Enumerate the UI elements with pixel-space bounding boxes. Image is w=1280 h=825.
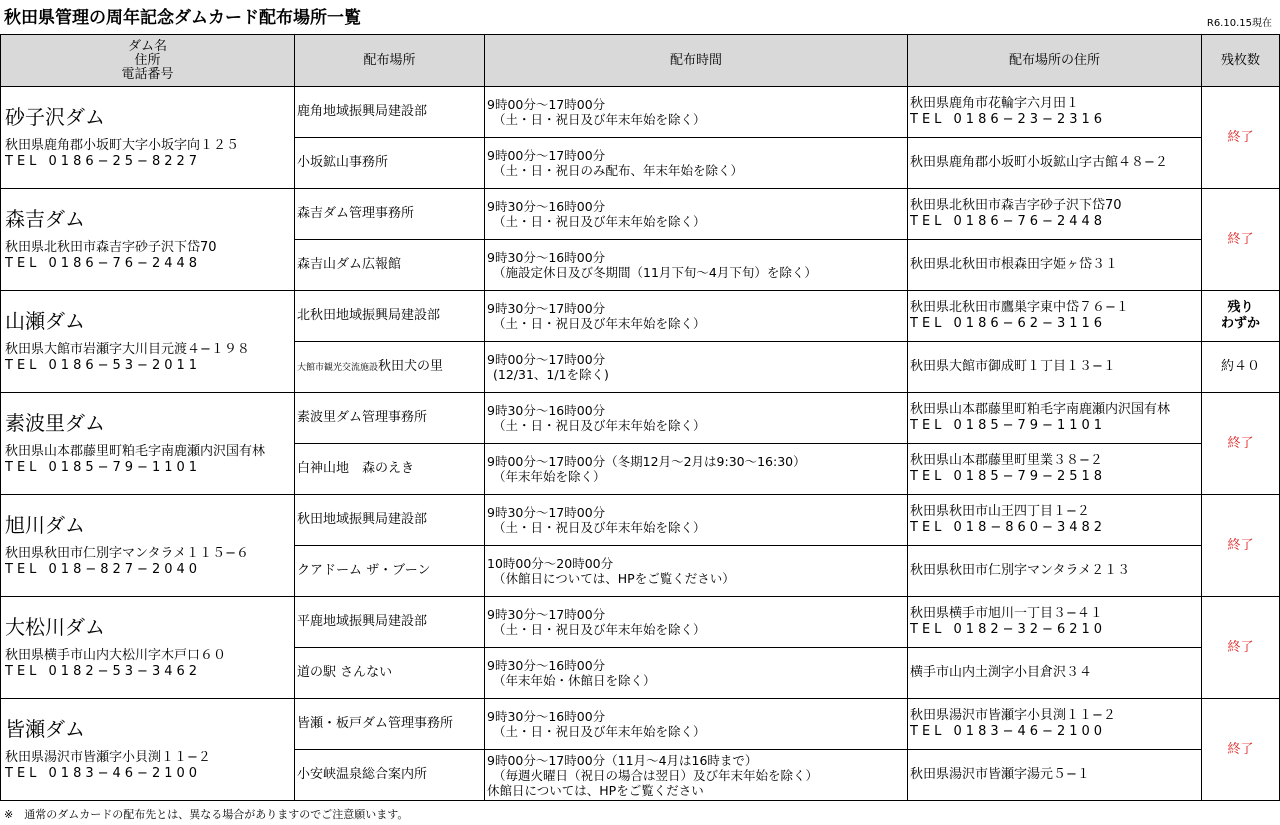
place-name: 素波里ダム管理事務所 — [297, 410, 428, 425]
time-note: （土・日・祝日及び年末年始を除く） — [493, 214, 706, 229]
place-cell — [295, 291, 485, 342]
address-cell — [908, 750, 1202, 801]
place-cell — [295, 546, 485, 597]
time-note: （土・日・祝日及び年末年始を除く） — [493, 622, 706, 637]
place-tel: TEL 0186−62−3116 — [910, 316, 1107, 331]
place-cell — [295, 138, 485, 189]
remain-cell: 約４０ — [1202, 342, 1280, 393]
place-address: 秋田県北秋田市森吉字砂子沢下岱70 — [910, 198, 1122, 213]
dam-cell — [1, 597, 295, 699]
time-cell — [485, 495, 908, 546]
place-tel: TEL 0185−79−1101 — [910, 418, 1107, 433]
dam-address: 秋田県横手市山内大松川字木戸口６０ — [5, 647, 227, 663]
time-note: （土・日・祝日及び年末年始を除く） — [493, 316, 706, 331]
place-tel: TEL 018−860−3482 — [910, 520, 1107, 535]
table-row — [1, 393, 1280, 444]
dam-name: 旭川ダム — [5, 512, 85, 537]
time-main: 9時30分～17時00分 — [487, 301, 606, 316]
dam-tel: TEL 018−827−2040 — [5, 561, 202, 577]
dam-address: 秋田県鹿角郡小坂町大字小坂字向１２５ — [5, 137, 240, 153]
time-main: 9時30分～16時00分 — [487, 250, 606, 265]
time-note-2: 休館日については、HPをご覧ください — [487, 782, 704, 798]
place-address: 秋田県北秋田市根森田字姫ヶ岱３１ — [910, 257, 1119, 272]
address-cell — [908, 291, 1202, 342]
page-title: 秋田県管理の周年記念ダムカード配布場所一覧 — [4, 8, 361, 28]
address-cell — [908, 495, 1202, 546]
time-main: 9時30分～16時00分 — [487, 658, 606, 673]
remain-cell: 終了 — [1202, 597, 1280, 699]
dam-cell — [1, 393, 295, 495]
time-note: （土・日・祝日及び年末年始を除く） — [493, 112, 706, 127]
dam-tel: TEL 0185−79−1101 — [5, 459, 202, 475]
header-dam: ダム名 住所 電話番号 — [1, 35, 295, 87]
dam-tel: TEL 0186−76−2448 — [5, 255, 202, 271]
dam-tel: TEL 0186−25−8227 — [5, 153, 202, 169]
time-cell — [485, 546, 908, 597]
place-address: 秋田県秋田市仁別字マンタラメ２１３ — [910, 563, 1131, 578]
time-main: 9時00分～17時00分 — [487, 352, 606, 367]
dam-name: 砂子沢ダム — [5, 104, 105, 129]
time-cell — [485, 444, 908, 495]
place-tel: TEL 0186−23−2316 — [910, 112, 1107, 127]
dam-address: 秋田県山本郡藤里町粕毛字南鹿瀬内沢国有林 — [5, 443, 266, 459]
as-of-date: R6.10.15現在 — [1206, 18, 1272, 29]
place-cell — [295, 393, 485, 444]
place-address: 秋田県秋田市山王四丁目１−２ — [910, 504, 1090, 519]
place-name: 平鹿地域振興局建設部 — [297, 614, 428, 629]
time-cell — [485, 240, 908, 291]
place-cell — [295, 189, 485, 240]
dam-address: 秋田県北秋田市森吉字砂子沢下岱70 — [5, 239, 217, 255]
time-cell — [485, 138, 908, 189]
remain-cell: 終了 — [1202, 87, 1280, 189]
dam-name: 皆瀬ダム — [5, 716, 85, 741]
address-cell — [908, 648, 1202, 699]
table-row — [1, 291, 1280, 342]
dam-name: 素波里ダム — [5, 410, 105, 435]
place-name: 森吉山ダム広報館 — [297, 257, 402, 272]
place-address: 秋田県鹿角郡小坂町小坂鉱山字古館４８−２ — [910, 155, 1168, 170]
place-tel: TEL 0186−76−2448 — [910, 214, 1107, 229]
place-name: 森吉ダム管理事務所 — [297, 206, 415, 221]
footnote: ※ 通常のダムカードの配布先とは、異なる場合がありますのでご注意願います。 — [4, 808, 409, 821]
dam-tel: TEL 0182−53−3462 — [5, 663, 202, 679]
time-cell — [485, 393, 908, 444]
place-name: 北秋田地域振興局建設部 — [297, 308, 441, 323]
place-name: 白神山地 森のえき — [297, 461, 415, 476]
place-address: 秋田県湯沢市皆瀬字湯元５−１ — [910, 767, 1090, 782]
time-cell — [485, 291, 908, 342]
place-cell — [295, 87, 485, 138]
place-cell — [295, 750, 485, 801]
time-cell — [485, 189, 908, 240]
place-name: 鹿角地域振興局建設部 — [297, 104, 428, 119]
address-cell — [908, 597, 1202, 648]
time-main: 9時00分～17時00分（11月～4月は16時まで） — [487, 752, 758, 768]
place-tel: TEL 0185−79−2518 — [910, 469, 1107, 484]
place-address: 秋田県鹿角市花輪字六月田１ — [910, 96, 1080, 111]
place-name: 道の駅 さんない — [297, 665, 393, 680]
header-time: 配布時間 — [485, 35, 908, 87]
dam-name: 森吉ダム — [5, 206, 85, 231]
header-remain: 残枚数 — [1202, 35, 1280, 87]
address-cell — [908, 546, 1202, 597]
time-note: （毎週火曜日（祝日の場合は翌日）及び年末年始を除く） — [493, 767, 819, 783]
dam-cell — [1, 291, 295, 393]
time-note: （土・日・祝日及び年末年始を除く） — [493, 418, 706, 433]
time-note: （施設定休日及び冬期間（11月下旬～4月下旬）を除く） — [493, 265, 817, 280]
address-cell — [908, 342, 1202, 393]
dam-address: 秋田県大館市岩瀬字大川目元渡４−１９８ — [5, 341, 250, 357]
remain-cell: 終了 — [1202, 189, 1280, 291]
time-note: （土・日・祝日及び年末年始を除く） — [493, 520, 706, 535]
time-cell — [485, 750, 908, 801]
time-main: 9時00分～17時00分 — [487, 148, 606, 163]
place-cell — [295, 597, 485, 648]
dam-name: 大松川ダム — [5, 614, 105, 639]
time-note: （年末年始・休館日を除く） — [493, 673, 656, 688]
time-main: 9時30分～17時00分 — [487, 607, 606, 622]
place-cell — [295, 648, 485, 699]
header-address: 配布場所の住所 — [908, 35, 1202, 87]
place-address: 秋田県横手市旭川一丁目３−４１ — [910, 606, 1103, 621]
remain-cell: 終了 — [1202, 495, 1280, 597]
place-cell — [295, 699, 485, 750]
dam-cell — [1, 87, 295, 189]
place-name: クアドーム ザ・ブーン — [297, 563, 431, 578]
place-address: 秋田県湯沢市皆瀬字小貝渕１１−２ — [910, 708, 1116, 723]
address-cell — [908, 240, 1202, 291]
time-note: （土・日・祝日のみ配布、年末年始を除く） — [493, 163, 744, 178]
place-cell — [295, 444, 485, 495]
time-main: 9時30分～16時00分 — [487, 403, 606, 418]
place-address: 秋田県山本郡藤里町粕毛字南鹿瀬内沢国有林 — [910, 402, 1171, 417]
time-main: 10時00分～20時00分 — [487, 556, 614, 571]
place-address: 秋田県大館市御成町１丁目１３−１ — [910, 359, 1116, 374]
time-cell — [485, 597, 908, 648]
time-cell — [485, 342, 908, 393]
dam-name: 山瀬ダム — [5, 308, 85, 333]
table-row — [1, 699, 1280, 750]
place-address: 横手市山内土渕字小目倉沢３４ — [910, 665, 1093, 680]
dam-address: 秋田県秋田市仁別字マンタラメ１１５−６ — [5, 545, 249, 561]
place-address: 秋田県山本郡藤里町里業３８−２ — [910, 453, 1103, 468]
time-cell — [485, 648, 908, 699]
dam-cell — [1, 189, 295, 291]
time-cell — [485, 87, 908, 138]
time-note: （土・日・祝日及び年末年始を除く） — [493, 724, 706, 739]
place-name: 小安峡温泉総合案内所 — [297, 767, 428, 782]
remain-cell: 終了 — [1202, 393, 1280, 495]
table-row — [1, 597, 1280, 648]
time-main: 9時00分～17時00分 — [487, 97, 606, 112]
place-cell — [295, 240, 485, 291]
header-place: 配布場所 — [295, 35, 485, 87]
place-tel: TEL 0182−32−6210 — [910, 622, 1107, 637]
table-row — [1, 189, 1280, 240]
dam-tel: TEL 0183−46−2100 — [5, 765, 202, 781]
place-name: 秋田犬の里 — [378, 358, 444, 374]
time-note: （休館日については、HPをご覧ください） — [493, 571, 735, 586]
place-name: 小坂鉱山事務所 — [297, 155, 389, 170]
time-note: （年末年始を除く） — [493, 469, 606, 484]
address-cell — [908, 87, 1202, 138]
table-row — [1, 87, 1280, 138]
address-cell — [908, 189, 1202, 240]
table-row — [1, 495, 1280, 546]
place-address: 秋田県北秋田市鷹巣字東中岱７６−１ — [910, 300, 1129, 315]
time-main: 9時30分～17時00分 — [487, 505, 606, 520]
time-main: 9時30分～16時00分 — [487, 709, 606, 724]
place-tel: TEL 0183−46−2100 — [910, 724, 1107, 739]
time-main: 9時30分～16時00分 — [487, 199, 606, 214]
time-main: 9時00分～17時00分（冬期12月～2月は9:30～16:30） — [487, 454, 806, 469]
place-cell — [295, 495, 485, 546]
place-cell — [295, 342, 485, 393]
address-cell — [908, 444, 1202, 495]
dam-cell — [1, 495, 295, 597]
remain-cell: 残り わずか — [1202, 291, 1280, 342]
dam-tel: TEL 0186−53−2011 — [5, 357, 202, 373]
table-header-row — [1, 35, 1280, 87]
dam-cell — [1, 699, 295, 801]
distribution-table — [0, 34, 1280, 801]
place-name: 皆瀬・板戸ダム管理事務所 — [297, 716, 454, 731]
dam-address: 秋田県湯沢市皆瀬字小貝渕１１−２ — [5, 749, 211, 765]
time-note: (12/31、1/1を除く) — [493, 367, 609, 382]
remain-cell: 終了 — [1202, 699, 1280, 801]
address-cell — [908, 393, 1202, 444]
address-cell — [908, 699, 1202, 750]
place-name: 秋田地域振興局建設部 — [297, 512, 428, 527]
address-cell — [908, 138, 1202, 189]
place-prefix: 大館市観光交流施設 — [297, 362, 379, 373]
time-cell — [485, 699, 908, 750]
